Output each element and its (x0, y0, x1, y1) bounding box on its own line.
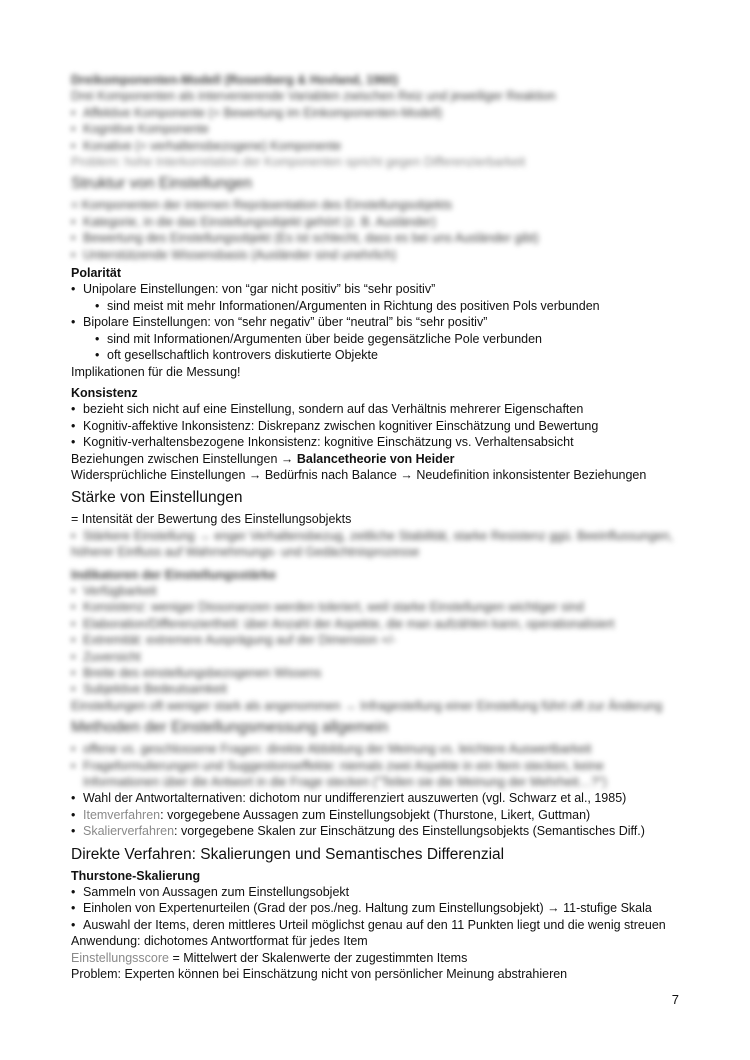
balance-theory-term: Balancetheorie von Heider (296, 451, 455, 466)
list-item: • Kognitiv-affektive Inkonsistenz: Diskrepanz zwischen kognitiver Einschätzung und Bewertung (71, 418, 711, 434)
blurred-list-item: • Subjektive Bedeutsamkeit (71, 681, 711, 697)
blurred-list-item: • Frageformulierungen und Suggestionseffekte: niemals zwei Aspekte in ein Item stecken, keine (71, 758, 711, 774)
konsistenz-heading: Konsistenz (71, 385, 138, 400)
blurred-text: höherer Einfluss auf Wahrnehmungs- und Gedächtnisprozesse (71, 545, 420, 560)
blurred-list-item: • Unterstützende Wissensbasis (Ausländer sind unehrlich) (71, 247, 711, 263)
list-item: • Wahl der Antwortalternativen: dichotom nur undifferenziert auszuwerten (vgl. Schwarz et al., 1985) (71, 790, 711, 806)
contradictory-line: Widersprüchliche Einstellungen → Bedürfnis nach Balance → Neudefinition inkonsistenter Beziehungen (71, 467, 647, 482)
blurred-list-item: • Verfügbarkeit (71, 583, 711, 599)
methods-visible-section (71, 790, 711, 839)
score-line (71, 950, 711, 966)
itemverfahren-text: : vorgegebene Aussagen zum Einstellungsobjekt (Thurstone, Likert, Guttman) (160, 807, 591, 822)
problem-line: Problem: Experten können bei Einschätzung nicht von persönlicher Meinung abstrahieren (71, 967, 568, 982)
direkte-verfahren-section (71, 845, 711, 983)
blurred-methods-heading: Methoden der Einstellungsmessung allgemein (71, 719, 389, 737)
score-text: = Mittelwert der Skalenwerte der zugestimmten Items (168, 950, 468, 965)
blurred-list-item: • offene vs. geschlossene Fragen: direkte Abbildung der Meinung vs. leichtere Auswertbarkeit (71, 741, 711, 757)
konsistenz-section (71, 385, 711, 483)
list-item: • Sammeln von Aussagen zum Einstellungsobjekt (71, 884, 711, 900)
sub-list-item: • sind mit Informationen/Argumenten über beide gegensätzliche Pole verbunden (71, 331, 711, 347)
anwendung-line: Anwendung: dichotomes Antwortformat für jedes Item (71, 934, 368, 949)
list-item: • Einholen von Expertenurteilen (Grad der pos./neg. Haltung zum Einstellungsobjekt) → 11-stufige Skala (71, 900, 711, 916)
blurred-list-item: • Bewertung des Einstellungsobjekt (Es ist schlecht, dass es bei uns Ausländer gibt) (71, 230, 711, 246)
blurred-model-intro: Drei Komponenten als intervenierende Variablen zwischen Reiz und jeweiliger Reaktion (71, 89, 556, 104)
list-item: • Auswahl der Items, deren mittleres Urteil möglichst genau auf den 11 Punkten liegt und die wenig streuen (71, 917, 711, 933)
list-item: • bezieht sich nicht auf eine Einstellung, sondern auf das Verhältnis mehrerer Eigenschaften (71, 401, 711, 417)
blurred-problem: Problem: hohe Interkorrelation der Komponenten spricht gegen Differenzierbarkeit (71, 155, 526, 170)
polaritaet-heading: Polarität (71, 266, 122, 281)
skalierverfahren-text: : vorgegebene Skalen zur Einschätzung des Einstellungsobjekts (Semantisches Diff.) (174, 824, 645, 839)
relations-prefix: Beziehungen zwischen Einstellungen → (71, 451, 297, 466)
direkte-verfahren-heading: Direkte Verfahren: Skalierungen und Semantisches Differenzial (71, 845, 505, 863)
blurred-model-title: Dreikomponenten-Modell (Rosenberg & Hovland, 1960) (71, 73, 399, 87)
staerke-definition: = Intensität der Bewertung des Einstellungsobjekts (71, 512, 352, 527)
blurred-list-item: • Konsistenz: weniger Dissonanzen werden toleriert, weil starke Einstellungen wichtiger sind (71, 599, 711, 615)
blurred-heading-struktur: Struktur von Einstellungen (71, 175, 252, 193)
page-number: 7 (671, 992, 679, 1007)
blurred-indicators-heading: Indikatoren der Einstellungsstärke (71, 567, 276, 582)
blurred-list-item: • Elaboration/Differenziertheit: über Anzahl der Aspekte, die man aufzählen kann, operationalisiert (71, 616, 711, 632)
list-item: • Bipolare Einstellungen: von “sehr negativ” über “neutral” bis “sehr positiv” (71, 314, 711, 330)
relations-line (71, 451, 711, 467)
blurred-list-item: = Komponenten der internen Repräsentation des Einstellungsobjekts (71, 198, 453, 213)
page-content (71, 72, 711, 983)
thurstone-heading: Thurstone-Skalierung (71, 868, 201, 883)
list-item (71, 823, 711, 839)
staerke-section (71, 488, 711, 527)
blurred-list-item: • Konative (= verhaltensbezogene) Komponente (71, 138, 711, 154)
staerke-heading: Stärke von Einstellungen (71, 489, 243, 507)
skalierverfahren-term: Skalierverfahren (83, 824, 175, 839)
list-item (71, 807, 711, 823)
blurred-list-item: • Breite des einstellungsbezogenen Wissens (71, 665, 711, 681)
blurred-list-item: • Extremität: extremere Ausprägung auf der Dimension +/- (71, 632, 711, 648)
polaritaet-section (71, 265, 711, 380)
blurred-list-item: • Stärkere Einstellung → enger Verhaltensbezug, zeitliche Stabilität, starke Resistenz ggü. Beeinflussungen, (71, 528, 711, 544)
blurred-list-item: • Zuversicht (71, 649, 711, 665)
sub-list-item: • sind meist mit mehr Informationen/Argumenten in Richtung des positiven Pols verbunden (71, 298, 711, 314)
score-term: Einstellungsscore (71, 950, 169, 965)
blurred-text: Informationen über die Antwort in die Frage stecken ("Teilen sie die Meinung der Mehrheit…?") (83, 775, 607, 790)
blurred-list-item: • Affektive Komponente (= Bewertung im Einkomponenten-Modell) (71, 105, 711, 121)
blurred-top-section (71, 72, 711, 263)
itemverfahren-term: Itemverfahren (83, 807, 161, 822)
blurred-list-item: • Kategorie, in die das Einstellungsobjekt gehört (z. B. Ausländer) (71, 214, 711, 230)
list-item: • Unipolare Einstellungen: von “gar nicht positiv” bis “sehr positiv” (71, 281, 711, 297)
blurred-middle-section (71, 528, 711, 791)
list-item: • Kognitiv-verhaltensbezogene Inkonsistenz: kognitive Einschätzung vs. Verhaltensabsicht (71, 434, 711, 450)
sub-list-item: • oft gesellschaftlich kontrovers diskutierte Objekte (71, 347, 711, 363)
blurred-text: Einstellungen oft weniger stark als angenommen → Infragestellung einer Einstellung führt oft zur Änderung (71, 698, 663, 713)
blurred-list-item: • Kognitive Komponente (71, 121, 711, 137)
implication-text: Implikationen für die Messung! (71, 364, 241, 379)
